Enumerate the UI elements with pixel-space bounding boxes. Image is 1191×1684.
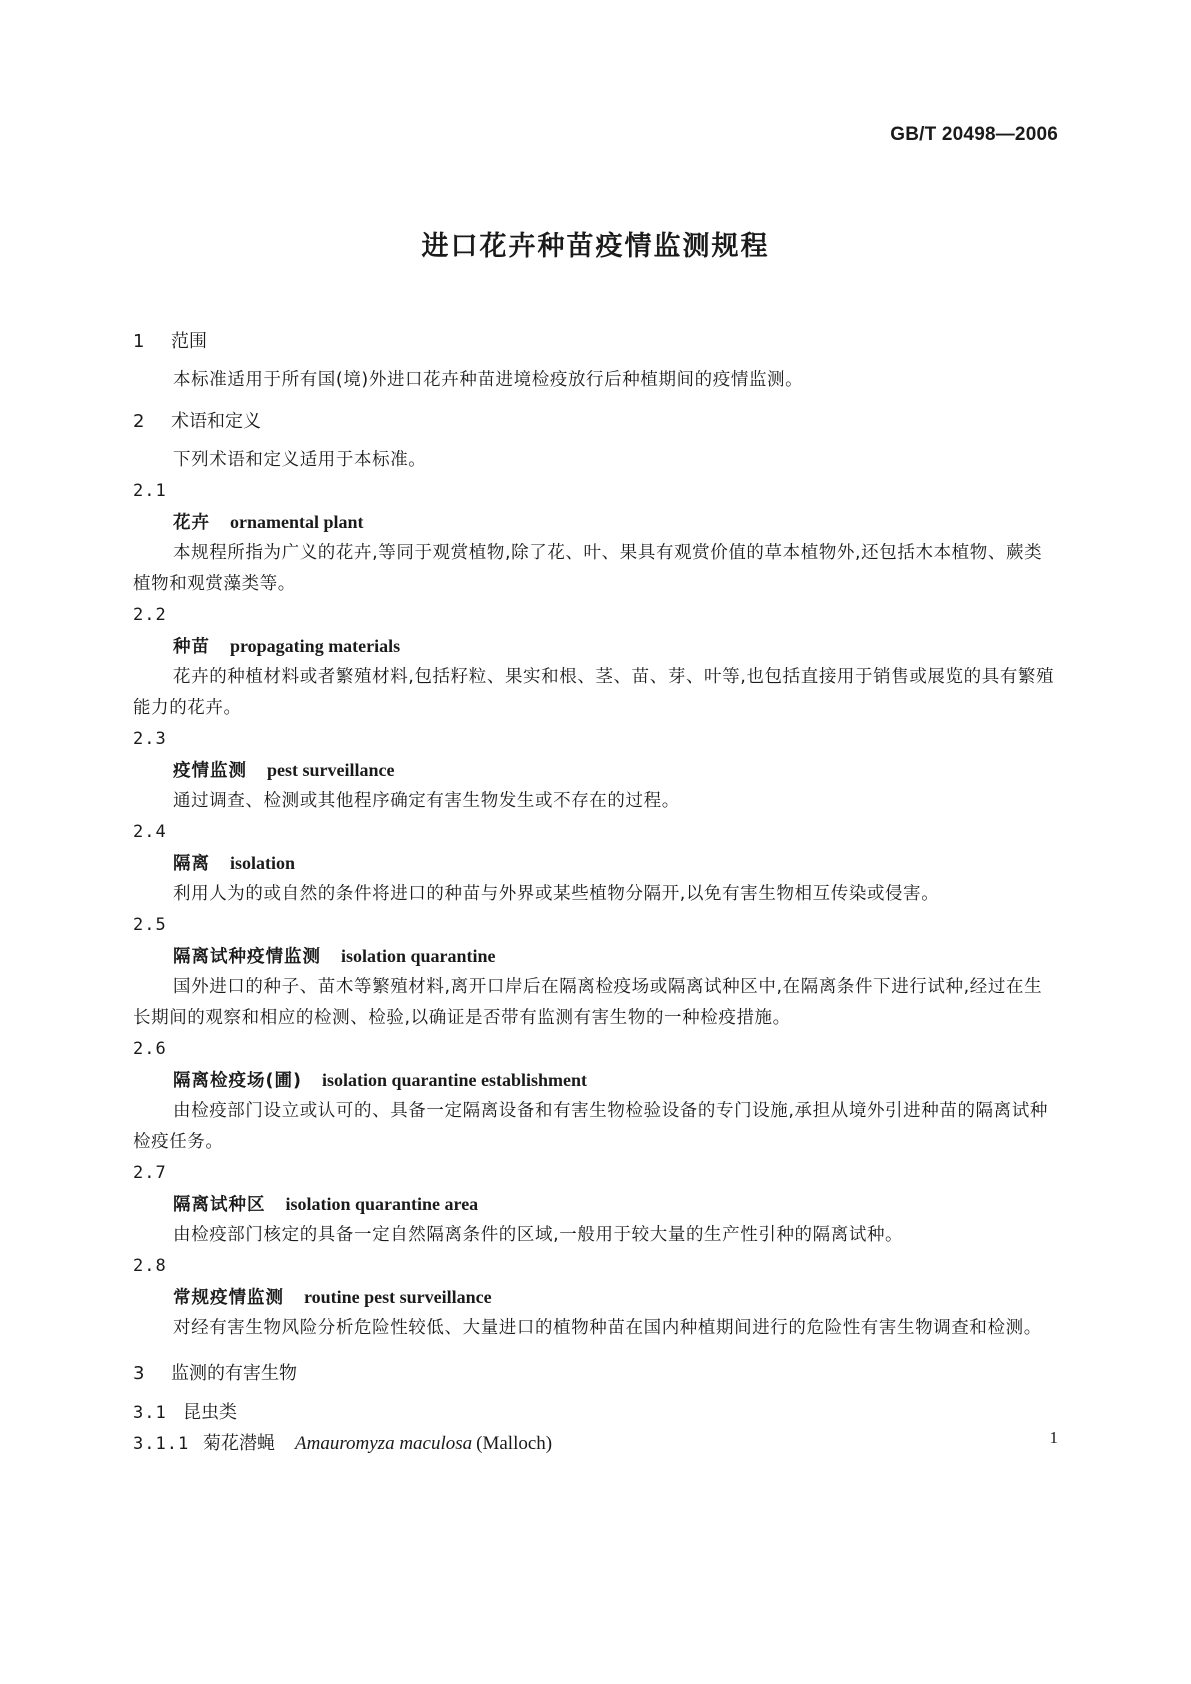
- pest-author: (Malloch): [476, 1433, 553, 1454]
- section-number: 2: [133, 411, 145, 432]
- term-heading: [133, 1189, 1059, 1220]
- term-en: isolation quarantine establishment: [322, 1070, 588, 1090]
- term-heading: [133, 631, 1059, 662]
- term-number: 2.6: [133, 1039, 167, 1059]
- term-number: 2.4: [133, 822, 167, 842]
- section-3-heading: [133, 1358, 1059, 1389]
- term-zh: 隔离检疫场(圃): [173, 1071, 302, 1091]
- term-heading: [133, 507, 1059, 538]
- term-heading: [133, 755, 1059, 786]
- term-zh: 隔离试种疫情监测: [173, 947, 321, 967]
- term-zh: 种苗: [173, 637, 210, 657]
- term-number: 2.1: [133, 481, 167, 501]
- term-heading: [133, 1065, 1059, 1096]
- page-number: 1: [1049, 1428, 1058, 1447]
- section-2-heading: [133, 406, 1059, 437]
- section-number: 1: [133, 331, 145, 352]
- term-definition: 通过调查、检测或其他程序确定有害生物发生或不存在的过程。: [173, 791, 680, 811]
- term-zh: 隔离试种区: [173, 1195, 266, 1215]
- term-zh: 花卉: [173, 513, 210, 533]
- term-zh: 常规疫情监测: [173, 1288, 284, 1308]
- term-number: 2.2: [133, 605, 167, 625]
- pest-scientific-name: Amauromyza maculosa: [295, 1433, 473, 1454]
- section-1-heading: [133, 326, 1059, 357]
- subsection-number: 3.1: [133, 1403, 167, 1423]
- term-en: routine pest surveillance: [304, 1287, 492, 1307]
- term-number: 2.5: [133, 915, 167, 935]
- term-en: isolation: [230, 853, 296, 873]
- term-en: isolation quarantine: [341, 946, 496, 966]
- pest-item-number: 3.1.1: [133, 1434, 190, 1454]
- standard-code: GB/T 20498—2006: [890, 124, 1058, 145]
- pest-common-name: 菊花潜蝇: [203, 1433, 275, 1454]
- term-number: 2.7: [133, 1163, 167, 1183]
- subsection-title: 昆虫类: [183, 1402, 237, 1423]
- term-en: pest surveillance: [267, 760, 395, 780]
- term-number: 2.3: [133, 729, 167, 749]
- term-en: isolation quarantine area: [285, 1194, 479, 1214]
- term-en: propagating materials: [230, 636, 401, 656]
- term-definition: 由检疫部门设立或认可的、具备一定隔离设备和有害生物检验设备的专门设施,承担从境外引进种苗的隔离试种检疫任务。: [133, 1101, 1048, 1152]
- term-definition: 利用人为的或自然的条件将进口的种苗与外界或某些植物分隔开,以免有害生物相互传染或侵害。: [173, 884, 940, 904]
- term-en: ornamental plant: [230, 512, 364, 532]
- section-1-text: 本标准适用于所有国(境)外进口花卉种苗进境检疫放行后种植期间的疫情监测。: [173, 370, 804, 390]
- document-title: 进口花卉种苗疫情监测规程: [421, 231, 770, 262]
- pest-item: [133, 1428, 1059, 1459]
- term-heading: [133, 941, 1059, 972]
- section-title: 范围: [171, 331, 207, 352]
- term-heading: [133, 1282, 1059, 1313]
- section-title: 监测的有害生物: [171, 1363, 297, 1384]
- term-definition: 国外进口的种子、苗木等繁殖材料,离开口岸后在隔离检疫场或隔离试种区中,在隔离条件下进行试种,经过在生长期间的观察和相应的检测、检验,以确证是否带有监测有害生物的一种检疫措施。: [133, 977, 1043, 1028]
- term-definition: 由检疫部门核定的具备一定自然隔离条件的区域,一般用于较大量的生产性引种的隔离试种。: [173, 1225, 904, 1245]
- section-2-intro: 下列术语和定义适用于本标准。: [173, 450, 427, 470]
- term-definition: 花卉的种植材料或者繁殖材料,包括籽粒、果实和根、茎、苗、芽、叶等,也包括直接用于销售或展览的具有繁殖能力的花卉。: [133, 667, 1055, 718]
- term-definition: 本规程所指为广义的花卉,等同于观赏植物,除了花、叶、果具有观赏价值的草本植物外,还包括木本植物、蕨类植物和观赏藻类等。: [133, 543, 1043, 594]
- subsection-heading: [133, 1397, 1059, 1428]
- section-number: 3: [133, 1363, 145, 1384]
- term-zh: 疫情监测: [173, 761, 247, 781]
- term-zh: 隔离: [173, 854, 210, 874]
- section-title: 术语和定义: [171, 411, 261, 432]
- term-number: 2.8: [133, 1256, 167, 1276]
- document-body: [133, 326, 1059, 1459]
- term-definition: 对经有害生物风险分析危险性较低、大量进口的植物种苗在国内种植期间进行的危险性有害生物调查和检测。: [173, 1318, 1042, 1338]
- term-heading: [133, 848, 1059, 879]
